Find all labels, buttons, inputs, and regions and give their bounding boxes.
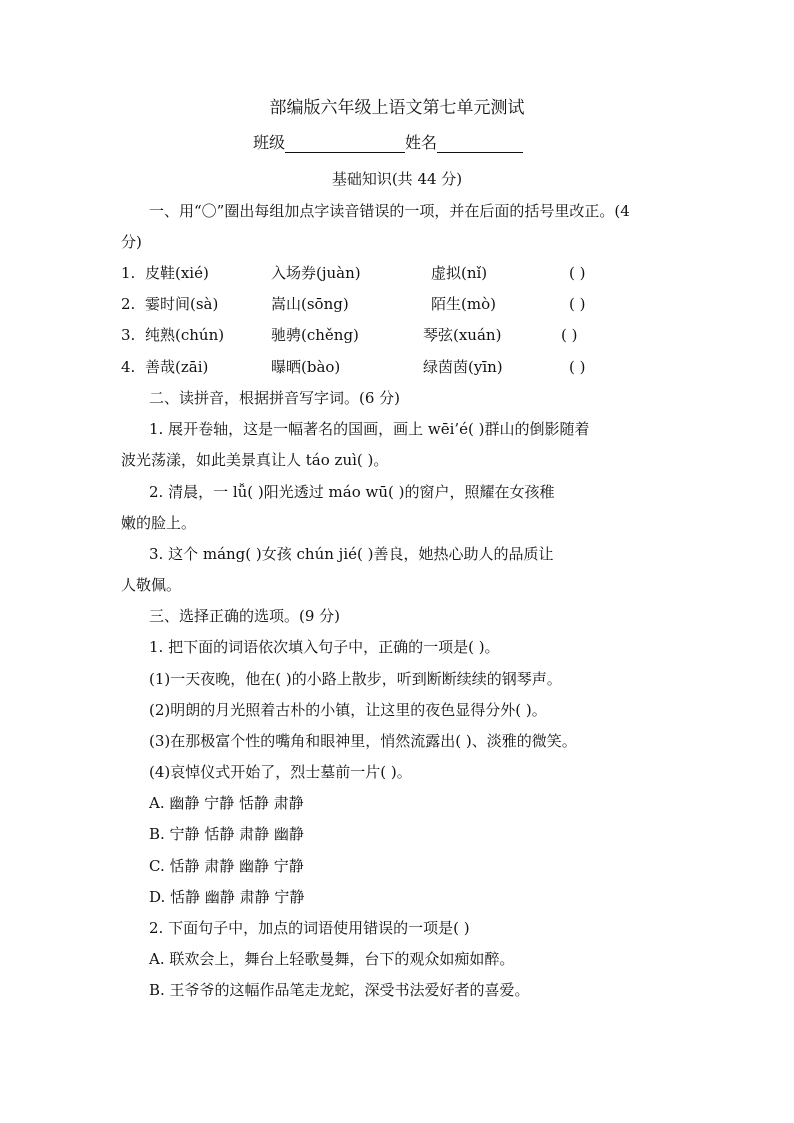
name-label: 姓名 (405, 133, 438, 152)
q1-row-num: 1. (121, 264, 136, 282)
q3-sub1-sentence: (3)在那极富个性的嘴角和眼神里，悄然流露出( )、淡雅的微笑。 (149, 732, 577, 750)
q1-row (0, 294, 794, 314)
q3-heading: 三、选择正确的选项。(9 分) (149, 607, 341, 625)
q2-item-1-line1: 1. 展开卷轴，这是一幅著名的国画，画上 wēi’é( )群山的倒影随着 (149, 420, 590, 438)
q2-item-3-line2: 人敬佩。 (121, 576, 182, 594)
class-name-row (253, 133, 523, 153)
name-blank (437, 134, 523, 153)
q2-item-3-line1: 3. 这个 máng( )女孩 chún jié( )善良，她热心助人的品质让 (149, 545, 554, 563)
q1-heading-line1: 一、用“〇”圈出每组加点字读音错误的一项，并在后面的括号里改正。(4 (149, 202, 630, 220)
q2-item-2-line1: 2. 清晨，一 lǚ( )阳光透过 máo wū( )的窗户，照耀在女孩稚 (149, 483, 555, 501)
q3-sub1-stem: 1. 把下面的词语依次填入句子中，正确的一项是( )。 (149, 638, 500, 656)
q1-row-num: 2. (121, 295, 136, 313)
q3-sub2-option: B. 王爷爷的这幅作品笔走龙蛇，深受书法爱好者的喜爱。 (149, 981, 530, 999)
q3-sub2-stem: 2. 下面句子中，加点的词语使用错误的一项是( ) (149, 919, 470, 937)
q3-sub1-sentence: (1)一天夜晚，他在( )的小路上散步，听到断断续续的钢琴声。 (149, 670, 562, 688)
q1-option-a: 善哉(zāi) (145, 358, 209, 376)
q1-option-c: 琴弦(xuán) (423, 326, 502, 344)
q1-answer-bracket: ( ) (569, 295, 586, 313)
q3-sub1-sentence: (2)明朗的月光照着古朴的小镇，让这里的夜色显得分外( )。 (149, 701, 547, 719)
q1-option-a: 皮鞋(xié) (145, 264, 209, 282)
section-title: 基础知识(共 44 分) (331, 170, 463, 188)
q1-option-b: 驰骋(chěng) (271, 326, 359, 344)
q1-option-a: 纯熟(chún) (145, 326, 225, 344)
q1-option-b: 嵩山(sōng) (271, 295, 349, 313)
q1-row (0, 263, 794, 283)
q1-option-c: 陌生(mò) (431, 295, 496, 313)
q1-row-num: 3. (121, 326, 136, 344)
q1-row-num: 4. (121, 358, 136, 376)
q3-sub2-option: A. 联欢会上，舞台上轻歌曼舞，台下的观众如痴如醉。 (149, 950, 515, 968)
q1-option-c: 绿茵茵(yīn) (423, 358, 503, 376)
q1-answer-bracket: ( ) (569, 358, 586, 376)
q2-item-1-line2: 波光荡漾，如此美景真让人 táo zuì( )。 (121, 451, 389, 469)
q2-heading: 二、读拼音，根据拼音写字词。(6 分) (149, 389, 401, 407)
q3-sub1-sentence: (4)哀悼仪式开始了，烈士墓前一片( )。 (149, 763, 412, 781)
class-blank (285, 134, 405, 153)
q1-option-a: 霎时间(sà) (145, 295, 219, 313)
q1-heading-line2: 分) (121, 233, 142, 251)
q1-row (0, 325, 794, 345)
q1-answer-bracket: ( ) (561, 326, 578, 344)
q1-option-b: 曝晒(bào) (271, 358, 341, 376)
q1-answer-bracket: ( ) (569, 264, 586, 282)
q3-sub1-option: C. 恬静 肃静 幽静 宁静 (149, 857, 304, 875)
q3-sub1-option: B. 宁静 恬静 肃静 幽静 (149, 825, 304, 843)
q1-option-c: 虚拟(nǐ) (431, 264, 488, 282)
page-title: 部编版六年级上语文第七单元测试 (269, 98, 525, 118)
q3-sub1-option: D. 恬静 幽静 肃静 宁静 (149, 888, 305, 906)
q1-row (0, 357, 794, 377)
q2-item-2-line2: 嫩的脸上。 (121, 514, 197, 532)
q3-sub1-option: A. 幽静 宁静 恬静 肃静 (149, 794, 304, 812)
q1-option-b: 入场券(juàn) (271, 264, 361, 282)
class-label: 班级 (253, 133, 286, 152)
